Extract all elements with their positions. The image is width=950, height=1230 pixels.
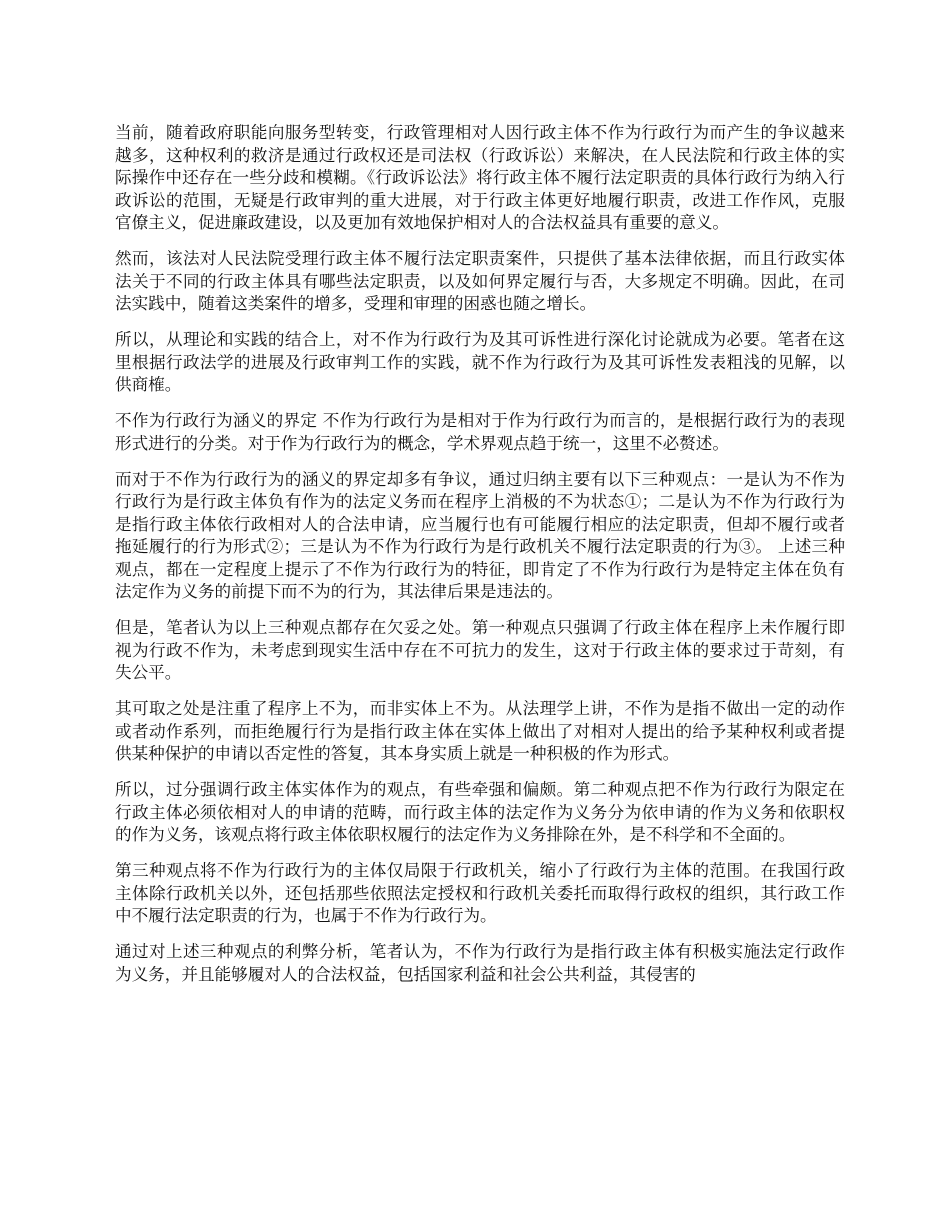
paragraph-9: 第三种观点将不作为行政行为的主体仅局限于行政机关，缩小了行政行为主体的范围。在我国行政主体除行政机关以外，还包括那些依照法定授权和行政机关委托而取得行政权的组织，其行政工作中不履行法定职责的行为，也属于不作为行政行为。 bbox=[115, 861, 845, 925]
paragraph-5: 而对于不作为行政行为的涵义的界定却多有争议，通过归纳主要有以下三种观点：一是认为不作为行政行为是行政主体负有作为的法定义务而在程序上消极的不为状态①；二是认为不作为行政行为是指行政主体依行政相对人的合法申请，应当履行也有可能履行相应的法定职责，但却不履行或者拖延履行的行为形式②；三是认为不作为行政行为是行政机关不履行法定职责的行为③。 上述三种观点，都在一定程度上提示了不作为行政行为的特征，即肯定了不作为行政行为是特定主体在负有法定作为义务的前提下而不为的行为，其法律后果是违法的。 bbox=[115, 469, 845, 601]
document-page bbox=[115, 122, 845, 1000]
paragraph-1: 当前，随着政府职能向服务型转变，行政管理相对人因行政主体不作为行政行为而产生的争议越来越多，这种权利的救济是通过行政权还是司法权（行政诉讼）来解决，在人民法院和行政主体的实际操作中还存在一些分歧和模糊。《行政诉讼法》将行政主体不履行法定职责的具体行政行为纳入行政诉讼的范围，无疑是行政审判的重大进展，对于行政主体更好地履行职责，改进工作作风，克服官僚主义，促进廉政建设，以及更加有效地保护相对人的合法权益具有重要的意义。 bbox=[115, 123, 845, 232]
paragraph-2: 然而，该法对人民法院受理行政主体不履行法定职责案件，只提供了基本法律依据，而且行政实体法关于不同的行政主体具有哪些法定职责，以及如何界定履行与否，大多规定不明确。因此，在司法实践中，随着这类案件的增多，受理和审理的困惑也随之增长。 bbox=[115, 249, 845, 313]
paragraph-8: 所以，过分强调行政主体实体作为的观点，有些牵强和偏颇。第二种观点把不作为行政行为限定在行政主体必须依相对人的申请的范畴，而行政主体的法定作为义务分为依申请的作为义务和依职权的作为义务，该观点将行政主体依职权履行的法定作为义务排除在外，是不科学和不全面的。 bbox=[115, 780, 845, 844]
paragraph-6: 但是，笔者认为以上三种观点都存在欠妥之处。第一种观点只强调了行政主体在程序上未作履行即视为行政不作为，未考虑到现实生活中存在不可抗力的发生，这对于行政主体的要求过于苛刻，有失公平。 bbox=[115, 618, 845, 682]
paragraph-7: 其可取之处是注重了程序上不为，而非实体上不为。从法理学上讲，不作为是指不做出一定的动作或者动作系列，而拒绝履行行为是指行政主体在实体上做出了对相对人提出的给予某种权利或者提供某种保护的申请以否定性的答复，其本身实质上就是一种积极的作为形式。 bbox=[115, 699, 845, 763]
paragraph-10: 通过对上述三种观点的利弊分析，笔者认为，不作为行政行为是指行政主体有积极实施法定行政作为义务，并且能够履对人的合法权益，包括国家利益和社会公共利益，其侵害的 bbox=[115, 942, 845, 984]
paragraph-3: 所以，从理论和实践的结合上，对不作为行政行为及其可诉性进行深化讨论就成为必要。笔者在这里根据行政法学的进展及行政审判工作的实践，就不作为行政行为及其可诉性发表粗浅的见解，以供商榷。 bbox=[115, 330, 845, 394]
paragraph-4: 不作为行政行为涵义的界定 不作为行政行为是相对于作为行政行为而言的，是根据行政行为的表现形式进行的分类。对于作为行政行为的概念，学术界观点趋于统一，这里不必赘述。 bbox=[115, 411, 845, 453]
